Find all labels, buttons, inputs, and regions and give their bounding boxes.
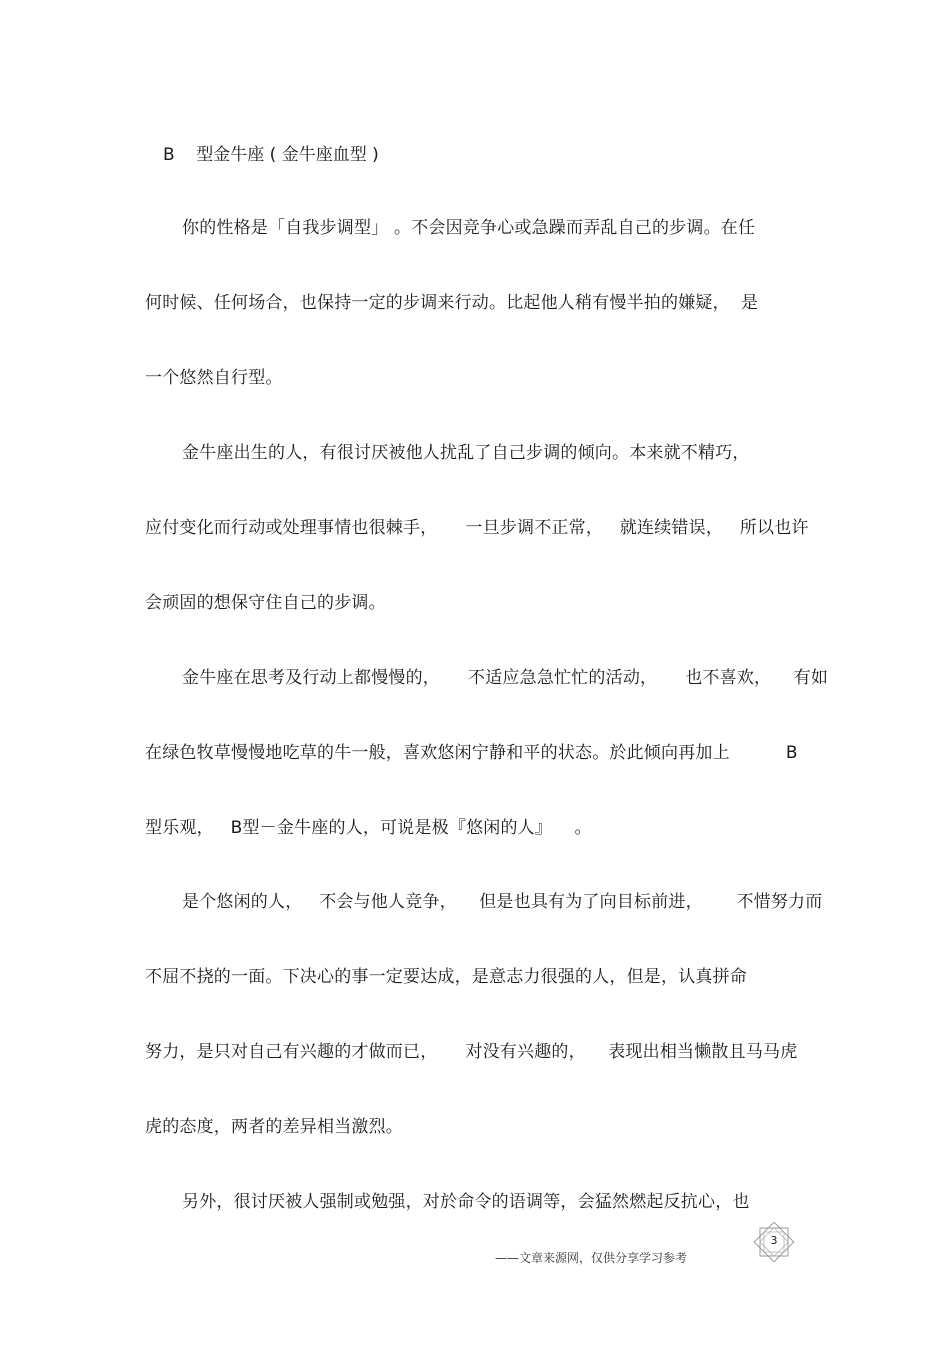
footer-source-note: ——文章来源网，仅供分享学习参考 bbox=[495, 1251, 688, 1265]
paragraph-line: 努力，是只对自己有兴趣的才做而已， 对没有兴趣的， 表现出相当懒散且马马虎 bbox=[145, 1042, 798, 1062]
paragraph-line: 会顽固的想保守住自己的步调。 bbox=[145, 593, 386, 613]
page-number: 3 bbox=[770, 1234, 778, 1247]
paragraph-line: 虎的态度，两者的差异相当激烈。 bbox=[145, 1117, 403, 1137]
paragraph-line: 是个悠闲的人， 不会与他人竞争， 但是也具有为了向目标前进， 不惜努力而 bbox=[182, 892, 823, 912]
page-number-badge bbox=[752, 1222, 796, 1262]
paragraph-line: 型乐观， B型－金牛座的人，可说是极『悠闲的人』 。 bbox=[145, 818, 592, 838]
paragraph-line: 一个悠然自行型。 bbox=[145, 368, 283, 388]
paragraph-line: 不屈不挠的一面。下决心的事一定要达成，是意志力很强的人，但是，认真拼命 bbox=[145, 967, 747, 987]
paragraph-line: 金牛座出生的人，有很讨厌被他人扰乱了自己步调的倾向。本来就不精巧， bbox=[182, 443, 750, 463]
paragraph-line: 另外，很讨厌被人强制或勉强，对於命令的语调等，会猛然燃起反抗心，也 bbox=[182, 1192, 750, 1212]
paragraph-line: 你的性格是「自我步调型」 。不会因竞争心或急躁而弄乱自己的步调。在任 bbox=[182, 218, 756, 238]
paragraph-line: 金牛座在思考及行动上都慢慢的， 不适应急急忙忙的活动， 也不喜欢， 有如 bbox=[182, 668, 829, 688]
paragraph-line: 何时候、任何场合，也保持一定的步调来行动。比起他人稍有慢半拍的嫌疑， 是 bbox=[145, 293, 759, 313]
section-heading: B 型金牛座 ( 金牛座血型 ) bbox=[163, 145, 379, 165]
paragraph-line: 在绿色牧草慢慢地吃草的牛一般，喜欢悠闲宁静和平的状态。於此倾向再加上 B bbox=[145, 743, 798, 763]
paragraph-line: 应付变化而行动或处理事情也很棘手， 一旦步调不正常， 就连续错误， 所以也许 bbox=[145, 518, 809, 538]
